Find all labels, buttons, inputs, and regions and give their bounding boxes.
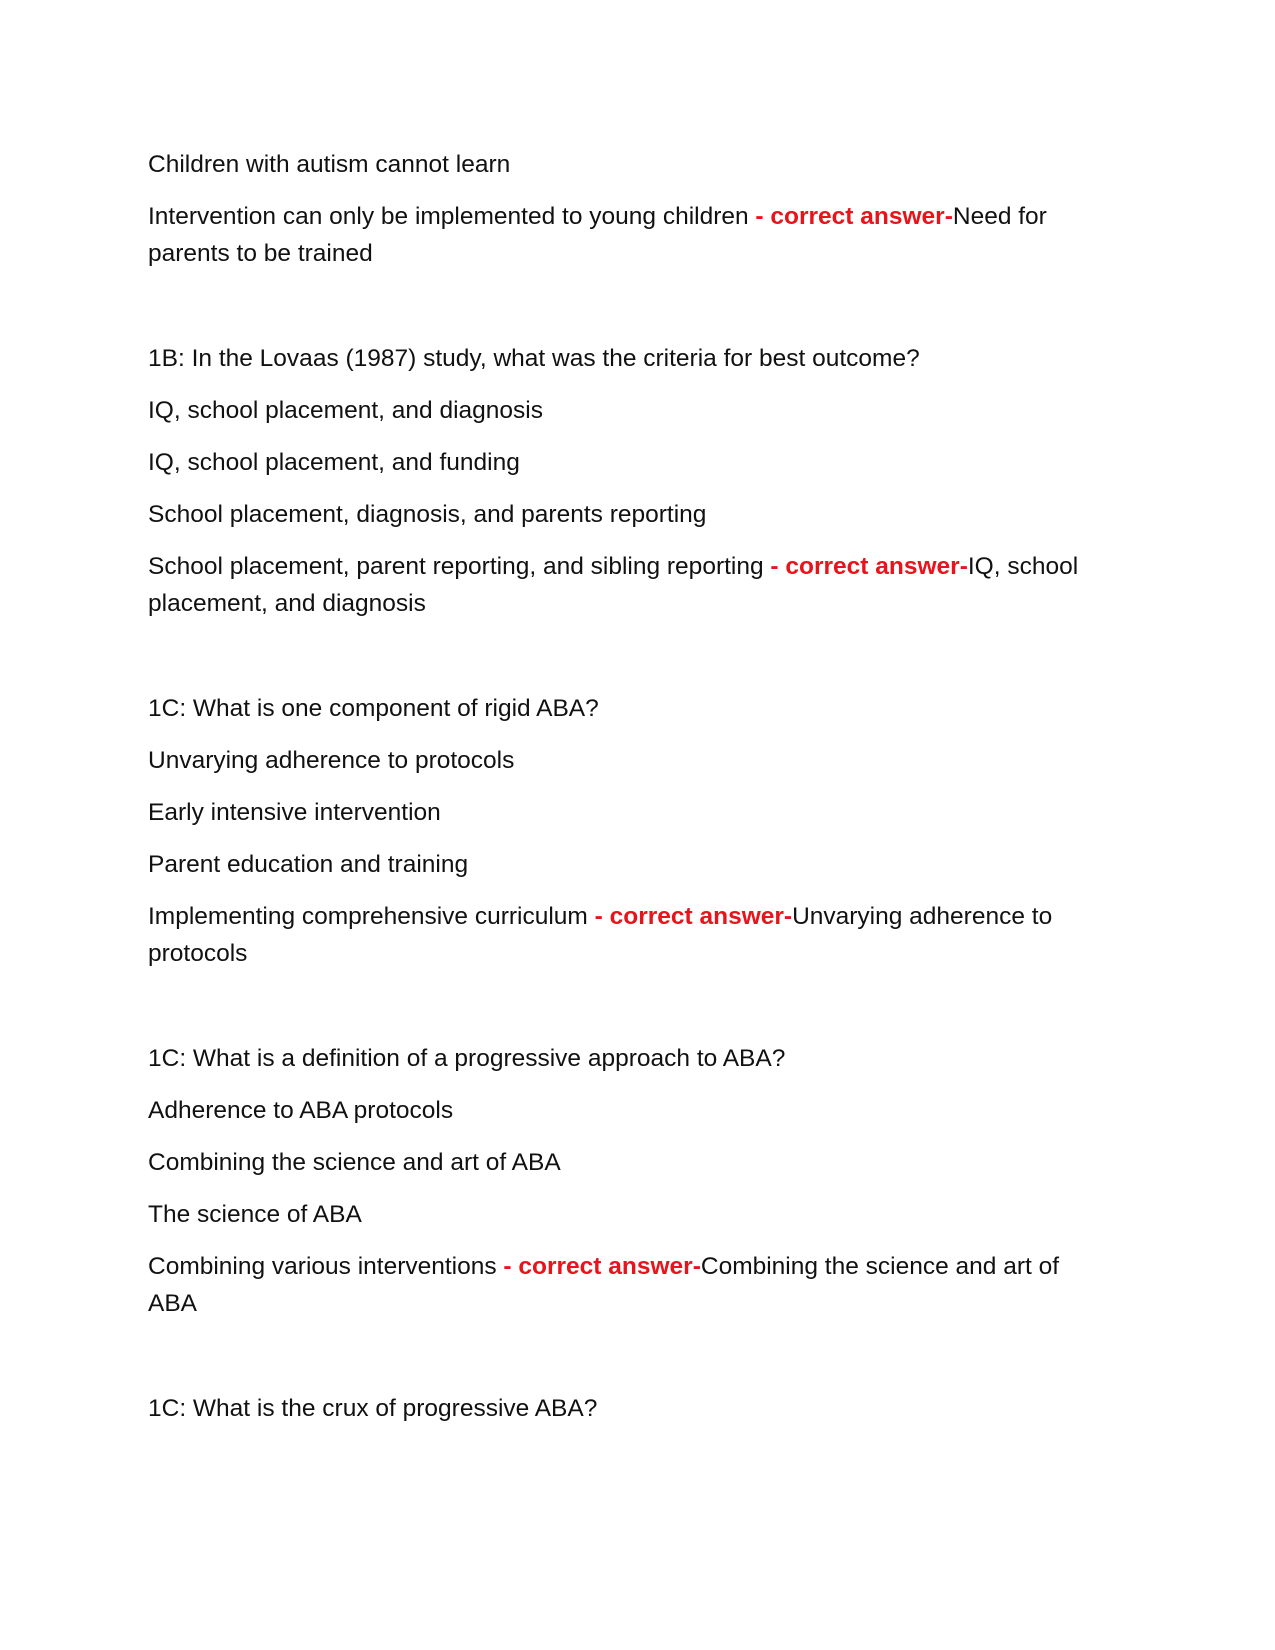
block-spacer [148, 287, 1108, 340]
block-spacer [148, 1337, 1108, 1390]
question-text: 1C: What is the crux of progressive ABA? [148, 1395, 598, 1422]
block-spacer [148, 637, 1108, 690]
answer-option: IQ, school placement, and funding [148, 449, 520, 476]
option-text: Children with autism cannot learn [148, 151, 511, 178]
answer-option: Combining the science and art of ABA [148, 1149, 561, 1176]
question-text: 1B: In the Lovaas (1987) study, what was the criteria for best outcome? [148, 345, 920, 372]
answer-option-last [148, 1248, 1108, 1322]
answer-option-last [148, 898, 1108, 972]
option-text: Combining various interventions [148, 1253, 497, 1280]
question-block-1c-progressive [148, 1040, 1108, 1322]
question-text: 1C: What is one component of rigid ABA? [148, 695, 599, 722]
answer-option-last [148, 198, 1108, 272]
correct-answer-text: Combining the science and art of ABA [148, 1253, 1060, 1317]
correct-answer-marker: - correct answer- [763, 553, 968, 580]
block-spacer [148, 987, 1108, 1040]
answer-option: Parent education and training [148, 851, 469, 878]
question-block-partial [148, 146, 1108, 272]
answer-option: IQ, school placement, and diagnosis [148, 397, 543, 424]
correct-answer-marker: - correct answer- [587, 903, 793, 930]
question-block-1b [148, 340, 1108, 622]
answer-option: Unvarying adherence to protocols [148, 747, 515, 774]
question-text: 1C: What is a definition of a progressive approach to ABA? [148, 1045, 786, 1072]
answer-option: School placement, diagnosis, and parents reporting [148, 501, 707, 528]
answer-option [148, 146, 1108, 183]
option-text: School placement, parent reporting, and sibling reporting [148, 553, 764, 580]
answer-option: Early intensive intervention [148, 799, 441, 826]
correct-answer-marker: - correct answer- [496, 1253, 701, 1280]
correct-answer-text: IQ, school placement, and diagnosis [148, 553, 1079, 617]
quiz-content [148, 146, 1108, 1442]
correct-answer-text: Need for parents to be trained [148, 203, 1047, 267]
correct-answer-marker: - correct answer- [748, 203, 953, 230]
answer-option-last [148, 548, 1108, 622]
option-text: Implementing comprehensive curriculum [148, 903, 588, 930]
question-block-1c-crux [148, 1390, 1108, 1427]
answer-option: The science of ABA [148, 1201, 362, 1228]
correct-answer-text: Unvarying adherence to protocols [148, 903, 1053, 967]
question-block-1c-rigid [148, 690, 1108, 972]
answer-option: Adherence to ABA protocols [148, 1097, 454, 1124]
option-text: Intervention can only be implemented to young children [148, 203, 749, 230]
